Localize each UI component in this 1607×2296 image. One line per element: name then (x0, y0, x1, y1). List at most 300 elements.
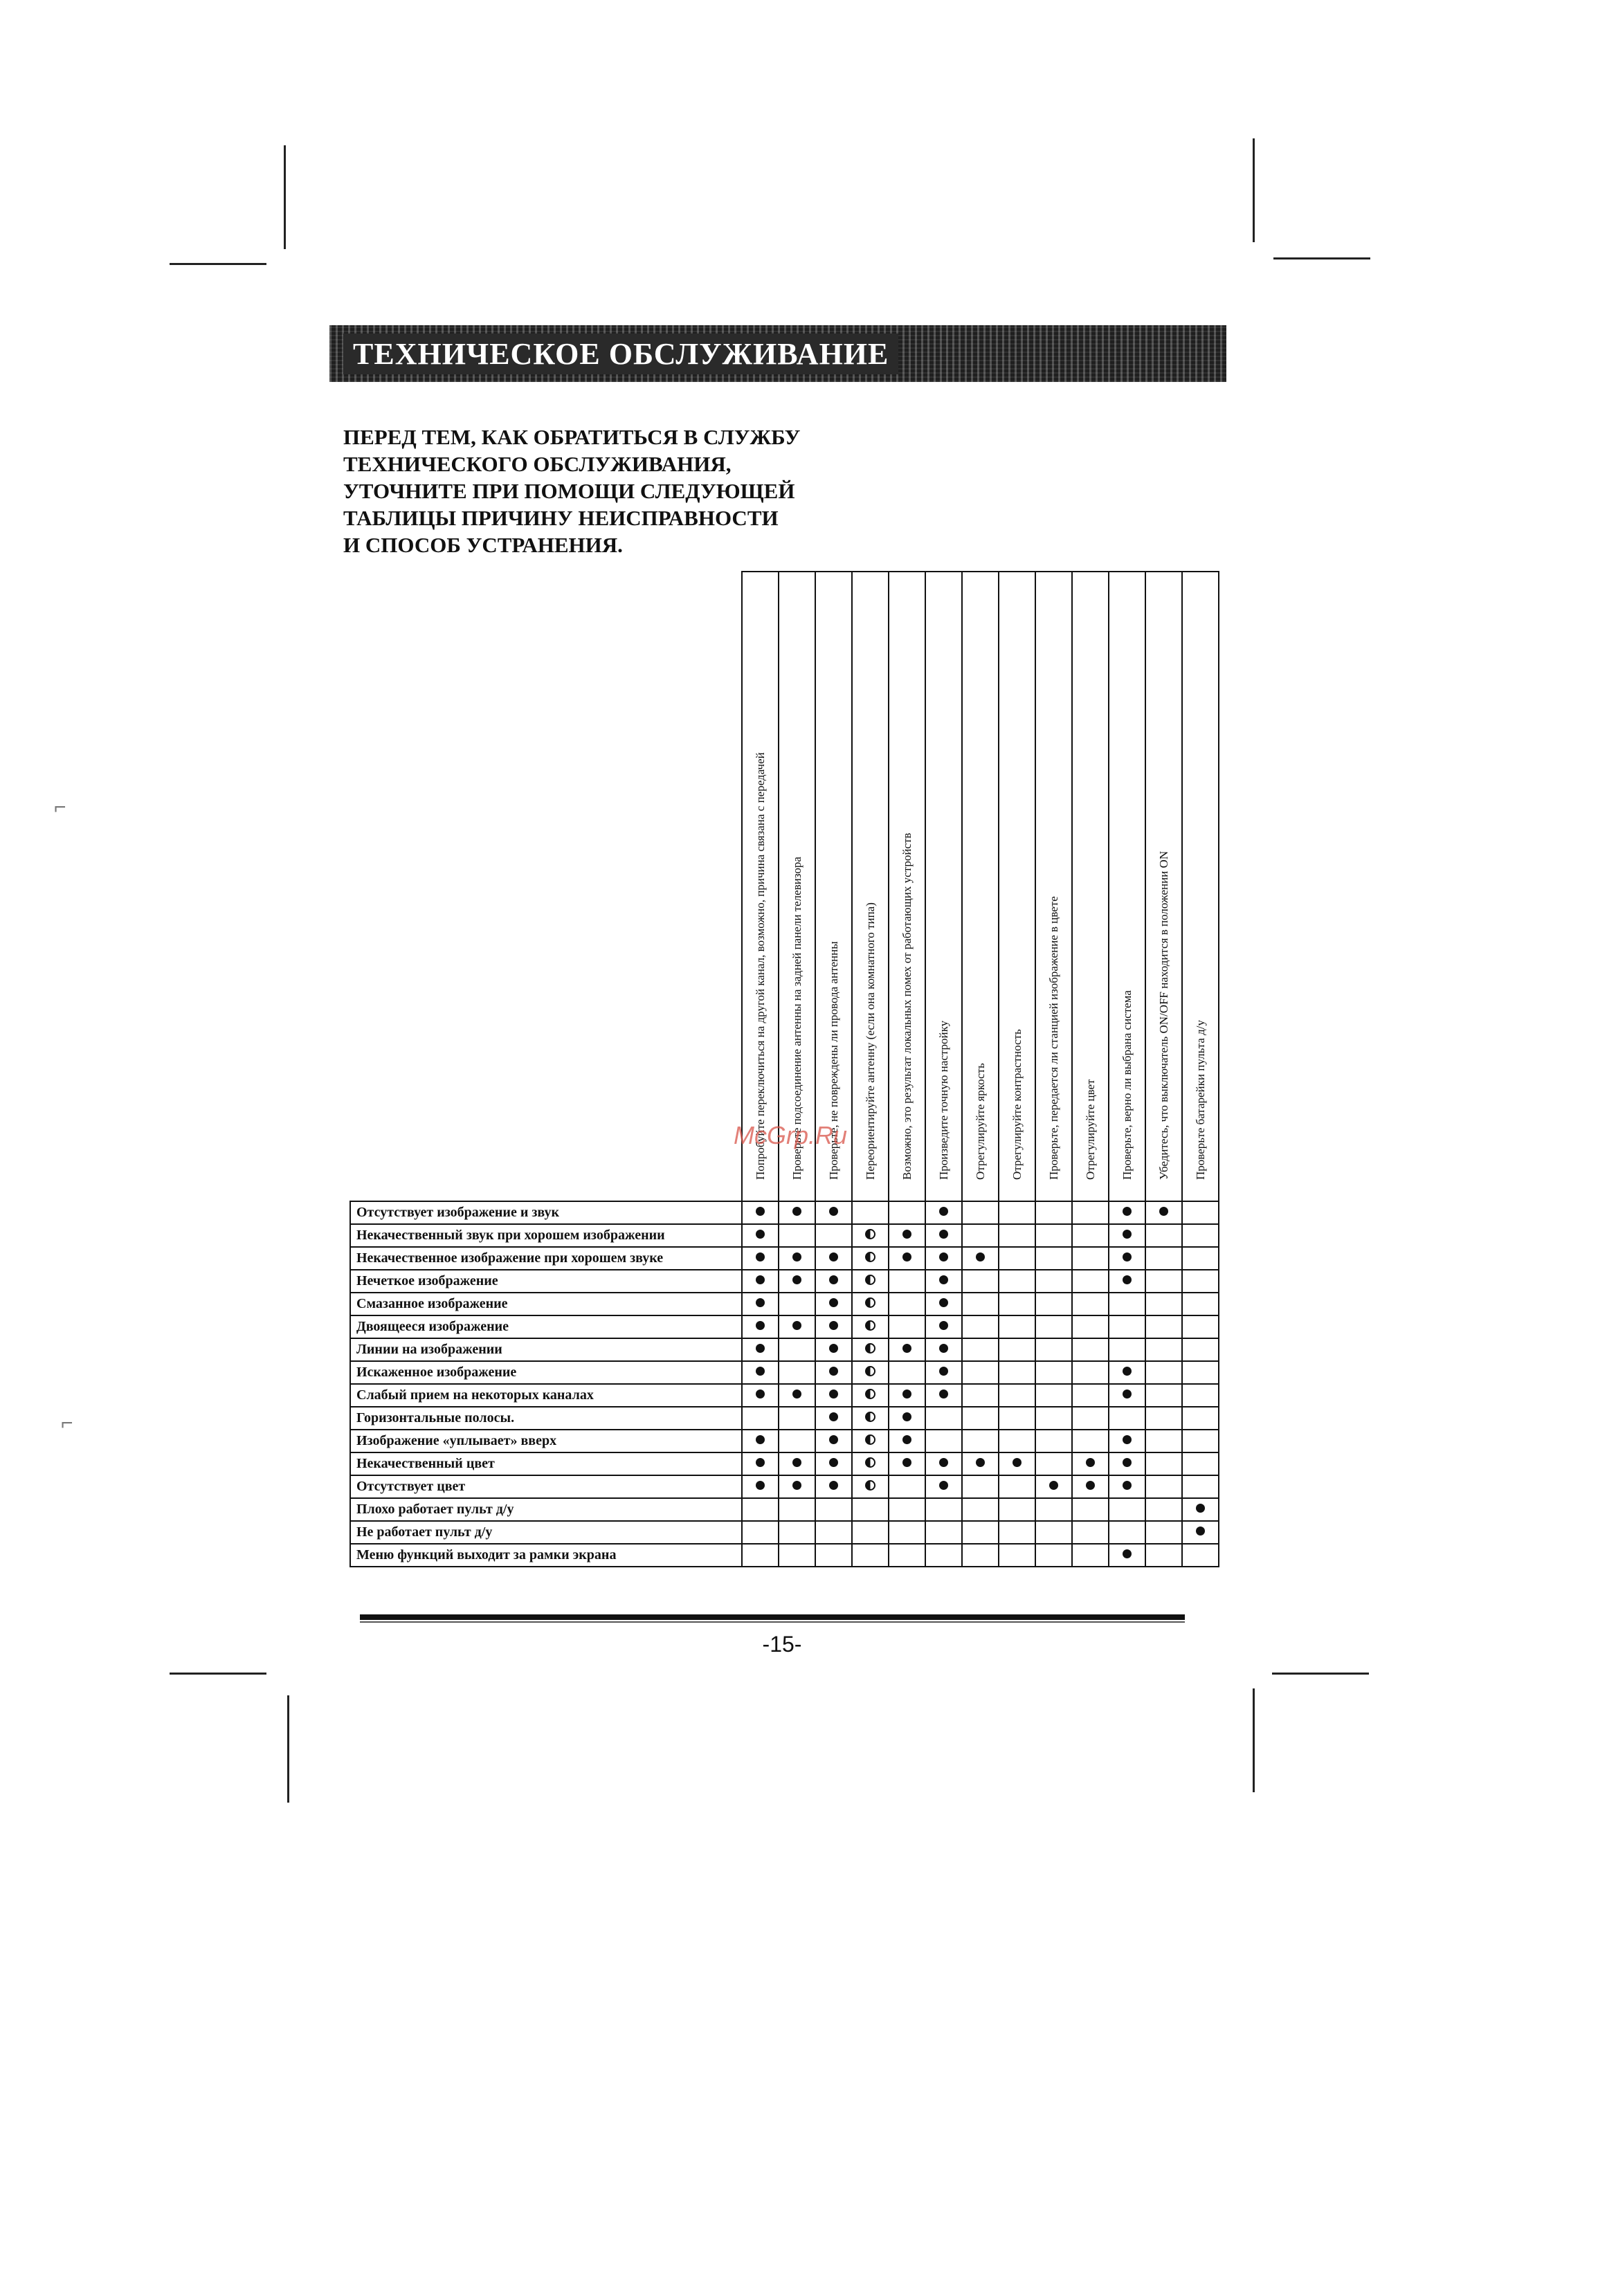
table-cell (1035, 1224, 1072, 1247)
half-dot-icon (865, 1389, 875, 1399)
table-cell (925, 1498, 962, 1521)
table-cell (1035, 1475, 1072, 1498)
column-header-label: Возможно, это результат локальных помех от работающих устройств (900, 832, 914, 1180)
column-header (999, 572, 1035, 1201)
table-cell (1109, 1452, 1145, 1475)
table-cell (1145, 1224, 1182, 1247)
table-cell (852, 1430, 889, 1452)
table-cell (1035, 1293, 1072, 1315)
table-cell (779, 1544, 815, 1567)
column-header-label: Проверьте, верно ли выбрана система (1120, 990, 1134, 1180)
filled-dot-icon (939, 1481, 948, 1490)
table-cell (815, 1475, 852, 1498)
table-cell (1072, 1293, 1109, 1315)
table-cell (1145, 1544, 1182, 1567)
filled-dot-icon (939, 1275, 948, 1284)
table-cell (1182, 1521, 1219, 1544)
symptom-label: Слабый прием на некоторых каналах (350, 1384, 742, 1407)
table-cell (742, 1544, 779, 1567)
table-cell (742, 1315, 779, 1338)
symptom-label: Некачественное изображение при хорошем звуке (350, 1247, 742, 1270)
table-cell (1072, 1452, 1109, 1475)
table-cell (852, 1338, 889, 1361)
table-cell (1182, 1475, 1219, 1498)
table-cell (999, 1315, 1035, 1338)
table-cell (742, 1293, 779, 1315)
table-row (350, 1498, 1219, 1521)
table-cell (779, 1338, 815, 1361)
table-cell (852, 1452, 889, 1475)
filled-dot-icon (1086, 1458, 1095, 1467)
column-header-label: Проверьте подсоединение антенны на задней панели телевизора (790, 857, 804, 1180)
table-cell (889, 1521, 925, 1544)
table-cell (962, 1475, 999, 1498)
symptom-label: Отсутствует цвет (350, 1475, 742, 1498)
half-dot-icon (865, 1412, 875, 1422)
table-cell (999, 1475, 1035, 1498)
table-cell (999, 1430, 1035, 1452)
table-cell (742, 1361, 779, 1384)
filled-dot-icon (1123, 1549, 1132, 1558)
intro-line: ТЕХНИЧЕСКОГО ОБСЛУЖИВАНИЯ, (343, 452, 732, 476)
table-cell (815, 1201, 852, 1224)
table-cell (1109, 1247, 1145, 1270)
table-row (350, 1361, 1219, 1384)
table-cell (889, 1315, 925, 1338)
table-cell (1145, 1361, 1182, 1384)
table-cell (1145, 1247, 1182, 1270)
table-cell (1072, 1270, 1109, 1293)
table-cell (962, 1498, 999, 1521)
table-cell (1109, 1407, 1145, 1430)
table-row (350, 1293, 1219, 1315)
table-cell (1109, 1224, 1145, 1247)
section-banner (329, 325, 1226, 382)
table-cell (889, 1384, 925, 1407)
table-cell (852, 1498, 889, 1521)
table-cell (742, 1201, 779, 1224)
crop-mark (1253, 138, 1255, 242)
filled-dot-icon (792, 1275, 801, 1284)
table-cell (1072, 1521, 1109, 1544)
column-header (1145, 572, 1182, 1201)
filled-dot-icon (756, 1367, 765, 1376)
table-cell (815, 1224, 852, 1247)
table-cell (742, 1430, 779, 1452)
table-cell (962, 1384, 999, 1407)
filled-dot-icon (829, 1275, 838, 1284)
table-cell (815, 1452, 852, 1475)
table-cell (1182, 1201, 1219, 1224)
table-cell (742, 1224, 779, 1247)
footer-rule (360, 1614, 1185, 1620)
table-cell (1145, 1521, 1182, 1544)
filled-dot-icon (902, 1458, 911, 1467)
table-cell (925, 1361, 962, 1384)
table-cell (1109, 1430, 1145, 1452)
crop-mark (1273, 257, 1370, 259)
crop-mark (170, 1673, 266, 1675)
half-dot-icon (865, 1252, 875, 1262)
crop-mark (1272, 1673, 1369, 1675)
table-cell (852, 1361, 889, 1384)
filled-dot-icon (939, 1252, 948, 1261)
table-cell (925, 1544, 962, 1567)
table-cell (1145, 1384, 1182, 1407)
table-cell (1109, 1338, 1145, 1361)
table-cell (925, 1315, 962, 1338)
table-cell (962, 1315, 999, 1338)
intro-line: ТАБЛИЦЫ ПРИЧИНУ НЕИСПРАВНОСТИ (343, 506, 779, 530)
filled-dot-icon (939, 1298, 948, 1307)
table-cell (925, 1407, 962, 1430)
table-cell (1109, 1384, 1145, 1407)
table-cell (889, 1224, 925, 1247)
binding-mark: ⌐ (61, 1412, 73, 1434)
table-cell (962, 1521, 999, 1544)
half-dot-icon (865, 1343, 875, 1354)
table-cell (925, 1270, 962, 1293)
table-cell (1182, 1384, 1219, 1407)
table-row (350, 1224, 1219, 1247)
troubleshooting-table (349, 571, 1219, 1567)
table-cell (742, 1384, 779, 1407)
filled-dot-icon (976, 1252, 985, 1261)
footer-rule (360, 1621, 1185, 1623)
table-cell (962, 1224, 999, 1247)
table-cell (815, 1498, 852, 1521)
table-cell (852, 1521, 889, 1544)
filled-dot-icon (1123, 1207, 1132, 1216)
table-cell (1145, 1201, 1182, 1224)
table-cell (1072, 1544, 1109, 1567)
filled-dot-icon (939, 1230, 948, 1239)
table-cell (852, 1475, 889, 1498)
table-cell (889, 1430, 925, 1452)
filled-dot-icon (939, 1344, 948, 1353)
filled-dot-icon (939, 1390, 948, 1398)
table-row (350, 1270, 1219, 1293)
table-cell (742, 1521, 779, 1544)
table-cell (779, 1247, 815, 1270)
column-header (925, 572, 962, 1201)
page-title: ТЕХНИЧЕСКОЕ ОБСЛУЖИВАНИЕ (343, 334, 898, 374)
table-cell (742, 1338, 779, 1361)
table-cell (1072, 1201, 1109, 1224)
symptom-label: Некачественный цвет (350, 1452, 742, 1475)
table-cell (962, 1247, 999, 1270)
table-cell (779, 1201, 815, 1224)
column-header-label: Попробуйте переключиться на другой канал, возможно, причина связана с передачей (753, 752, 767, 1180)
half-dot-icon (865, 1480, 875, 1491)
table-cell (962, 1201, 999, 1224)
filled-dot-icon (1123, 1390, 1132, 1398)
symptom-label: Отсутствует изображение и звук (350, 1201, 742, 1224)
filled-dot-icon (1123, 1252, 1132, 1261)
table-cell (1072, 1430, 1109, 1452)
table-cell (1109, 1315, 1145, 1338)
table-cell (779, 1430, 815, 1452)
filled-dot-icon (756, 1390, 765, 1398)
table-cell (1035, 1361, 1072, 1384)
symptom-label: Смазанное изображение (350, 1293, 742, 1315)
table-cell (1035, 1498, 1072, 1521)
crop-mark (170, 263, 266, 265)
column-header-label: Отрегулируйте контрастность (1010, 1029, 1024, 1180)
table-cell (742, 1498, 779, 1521)
filled-dot-icon (792, 1458, 801, 1467)
table-cell (1035, 1521, 1072, 1544)
table-cell (742, 1452, 779, 1475)
table-row (350, 1521, 1219, 1544)
filled-dot-icon (756, 1435, 765, 1444)
filled-dot-icon (902, 1390, 911, 1398)
table-cell (779, 1270, 815, 1293)
table-cell (962, 1544, 999, 1567)
filled-dot-icon (829, 1252, 838, 1261)
binding-mark: ⌐ (54, 796, 66, 819)
table-cell (1182, 1361, 1219, 1384)
intro-line: И СПОСОБ УСТРАНЕНИЯ. (343, 533, 623, 557)
table-cell (925, 1293, 962, 1315)
filled-dot-icon (756, 1481, 765, 1490)
table-cell (925, 1430, 962, 1452)
filled-dot-icon (756, 1344, 765, 1353)
table-cell (962, 1270, 999, 1293)
table-cell (962, 1338, 999, 1361)
table-cell (1109, 1521, 1145, 1544)
table-cell (962, 1430, 999, 1452)
table-cell (1035, 1407, 1072, 1430)
filled-dot-icon (1013, 1458, 1022, 1467)
column-header (815, 572, 852, 1201)
filled-dot-icon (829, 1321, 838, 1330)
table-cell (815, 1407, 852, 1430)
filled-dot-icon (939, 1458, 948, 1467)
table-cell (1072, 1315, 1109, 1338)
table-cell (1182, 1247, 1219, 1270)
filled-dot-icon (902, 1435, 911, 1444)
table-cell (815, 1315, 852, 1338)
filled-dot-icon (756, 1458, 765, 1467)
table-cell (1072, 1475, 1109, 1498)
table-cell (1182, 1407, 1219, 1430)
table-cell (1182, 1452, 1219, 1475)
filled-dot-icon (1123, 1275, 1132, 1284)
column-header (742, 572, 779, 1201)
watermark: McGrp.Ru (734, 1121, 848, 1149)
column-header-label: Отрегулируйте цвет (1083, 1079, 1097, 1180)
table-cell (1109, 1544, 1145, 1567)
table-cell (1182, 1338, 1219, 1361)
table-cell (779, 1475, 815, 1498)
filled-dot-icon (792, 1321, 801, 1330)
half-dot-icon (865, 1275, 875, 1285)
column-header-label: Произведите точную настройку (936, 1020, 950, 1180)
table-cell (925, 1452, 962, 1475)
table-cell (779, 1452, 815, 1475)
filled-dot-icon (1123, 1367, 1132, 1376)
table-cell (889, 1452, 925, 1475)
table-cell (999, 1384, 1035, 1407)
table-cell (852, 1224, 889, 1247)
filled-dot-icon (1159, 1207, 1168, 1216)
column-header (889, 572, 925, 1201)
filled-dot-icon (1196, 1527, 1205, 1536)
table-cell (1109, 1361, 1145, 1384)
table-row (350, 1430, 1219, 1452)
column-header-label: Проверьте батарейки пульта д/у (1193, 1019, 1207, 1180)
filled-dot-icon (756, 1321, 765, 1330)
table-cell (962, 1293, 999, 1315)
table-cell (1035, 1544, 1072, 1567)
table-cell (1072, 1384, 1109, 1407)
filled-dot-icon (902, 1412, 911, 1421)
table-cell (925, 1201, 962, 1224)
table-cell (815, 1247, 852, 1270)
filled-dot-icon (829, 1458, 838, 1467)
table-cell (815, 1521, 852, 1544)
table-cell (1182, 1430, 1219, 1452)
filled-dot-icon (829, 1367, 838, 1376)
symptom-label: Нечеткое изображение (350, 1270, 742, 1293)
table-cell (925, 1384, 962, 1407)
table-cell (999, 1270, 1035, 1293)
table-cell (852, 1384, 889, 1407)
filled-dot-icon (902, 1344, 911, 1353)
table-cell (1035, 1452, 1072, 1475)
symptom-remedy-grid (349, 571, 1219, 1567)
table-cell (1035, 1338, 1072, 1361)
filled-dot-icon (756, 1275, 765, 1284)
column-header (1035, 572, 1072, 1201)
table-cell (1072, 1247, 1109, 1270)
table-cell (852, 1247, 889, 1270)
symptom-label: Некачественный звук при хорошем изображении (350, 1224, 742, 1247)
table-cell (889, 1201, 925, 1224)
table-cell (742, 1270, 779, 1293)
table-cell (1182, 1224, 1219, 1247)
table-cell (779, 1521, 815, 1544)
symptom-label: Линии на изображении (350, 1338, 742, 1361)
intro-line: УТОЧНИТЕ ПРИ ПОМОЩИ СЛЕДУЮЩЕЙ (343, 479, 795, 503)
filled-dot-icon (829, 1481, 838, 1490)
table-cell (815, 1361, 852, 1384)
symptom-label: Изображение «уплывает» вверх (350, 1430, 742, 1452)
symptom-label: Искаженное изображение (350, 1361, 742, 1384)
column-header-label: Проверьте, передается ли станцией изображение в цвете (1046, 896, 1060, 1180)
table-cell (1109, 1498, 1145, 1521)
table-cell (852, 1201, 889, 1224)
column-header (1109, 572, 1145, 1201)
table-cell (779, 1315, 815, 1338)
half-dot-icon (865, 1320, 875, 1331)
column-header-label: Переориентируйте антенну (если она комнатного типа) (863, 902, 877, 1180)
table-row (350, 1338, 1219, 1361)
table-cell (889, 1361, 925, 1384)
table-cell (852, 1544, 889, 1567)
column-header-label: Убедитесь, что выключатель ON/OFF находится в положении ON (1156, 850, 1170, 1180)
table-cell (1072, 1224, 1109, 1247)
table-cell (1145, 1430, 1182, 1452)
table-corner (350, 572, 742, 1201)
symptom-label: Двоящееся изображение (350, 1315, 742, 1338)
table-cell (1109, 1201, 1145, 1224)
filled-dot-icon (1123, 1458, 1132, 1467)
crop-mark (287, 1695, 289, 1803)
half-dot-icon (865, 1366, 875, 1376)
table-cell (925, 1338, 962, 1361)
half-dot-icon (865, 1297, 875, 1308)
table-cell (815, 1430, 852, 1452)
filled-dot-icon (1196, 1504, 1205, 1513)
table-cell (962, 1407, 999, 1430)
intro-line: ПЕРЕД ТЕМ, КАК ОБРАТИТЬСЯ В СЛУЖБУ (343, 425, 801, 449)
filled-dot-icon (939, 1207, 948, 1216)
filled-dot-icon (756, 1207, 765, 1216)
table-cell (999, 1498, 1035, 1521)
table-cell (889, 1293, 925, 1315)
filled-dot-icon (1049, 1481, 1058, 1490)
table-cell (1182, 1498, 1219, 1521)
table-cell (999, 1521, 1035, 1544)
table-cell (852, 1293, 889, 1315)
crop-mark (284, 145, 286, 249)
table-cell (1145, 1452, 1182, 1475)
table-cell (925, 1224, 962, 1247)
table-cell (962, 1452, 999, 1475)
symptom-label: Плохо работает пульт д/у (350, 1498, 742, 1521)
filled-dot-icon (792, 1207, 801, 1216)
table-cell (999, 1361, 1035, 1384)
filled-dot-icon (829, 1412, 838, 1421)
table-cell (1035, 1315, 1072, 1338)
table-cell (889, 1544, 925, 1567)
table-cell (999, 1544, 1035, 1567)
symptom-label: Не работает пульт д/у (350, 1521, 742, 1544)
filled-dot-icon (792, 1390, 801, 1398)
column-header (962, 572, 999, 1201)
table-cell (1182, 1270, 1219, 1293)
filled-dot-icon (829, 1435, 838, 1444)
table-cell (1145, 1270, 1182, 1293)
filled-dot-icon (1123, 1435, 1132, 1444)
table-row (350, 1407, 1219, 1430)
column-header (1072, 572, 1109, 1201)
table-cell (999, 1201, 1035, 1224)
filled-dot-icon (829, 1344, 838, 1353)
table-cell (1035, 1247, 1072, 1270)
filled-dot-icon (939, 1367, 948, 1376)
table-cell (1182, 1293, 1219, 1315)
filled-dot-icon (829, 1207, 838, 1216)
table-cell (742, 1407, 779, 1430)
table-cell (815, 1293, 852, 1315)
table-cell (889, 1498, 925, 1521)
table-cell (999, 1293, 1035, 1315)
half-dot-icon (865, 1229, 875, 1239)
filled-dot-icon (1086, 1481, 1095, 1490)
table-row (350, 1315, 1219, 1338)
table-cell (852, 1315, 889, 1338)
table-cell (779, 1361, 815, 1384)
table-cell (779, 1498, 815, 1521)
table-cell (852, 1270, 889, 1293)
symptom-label: Горизонтальные полосы. (350, 1407, 742, 1430)
table-row (350, 1201, 1219, 1224)
table-cell (1109, 1293, 1145, 1315)
filled-dot-icon (756, 1252, 765, 1261)
